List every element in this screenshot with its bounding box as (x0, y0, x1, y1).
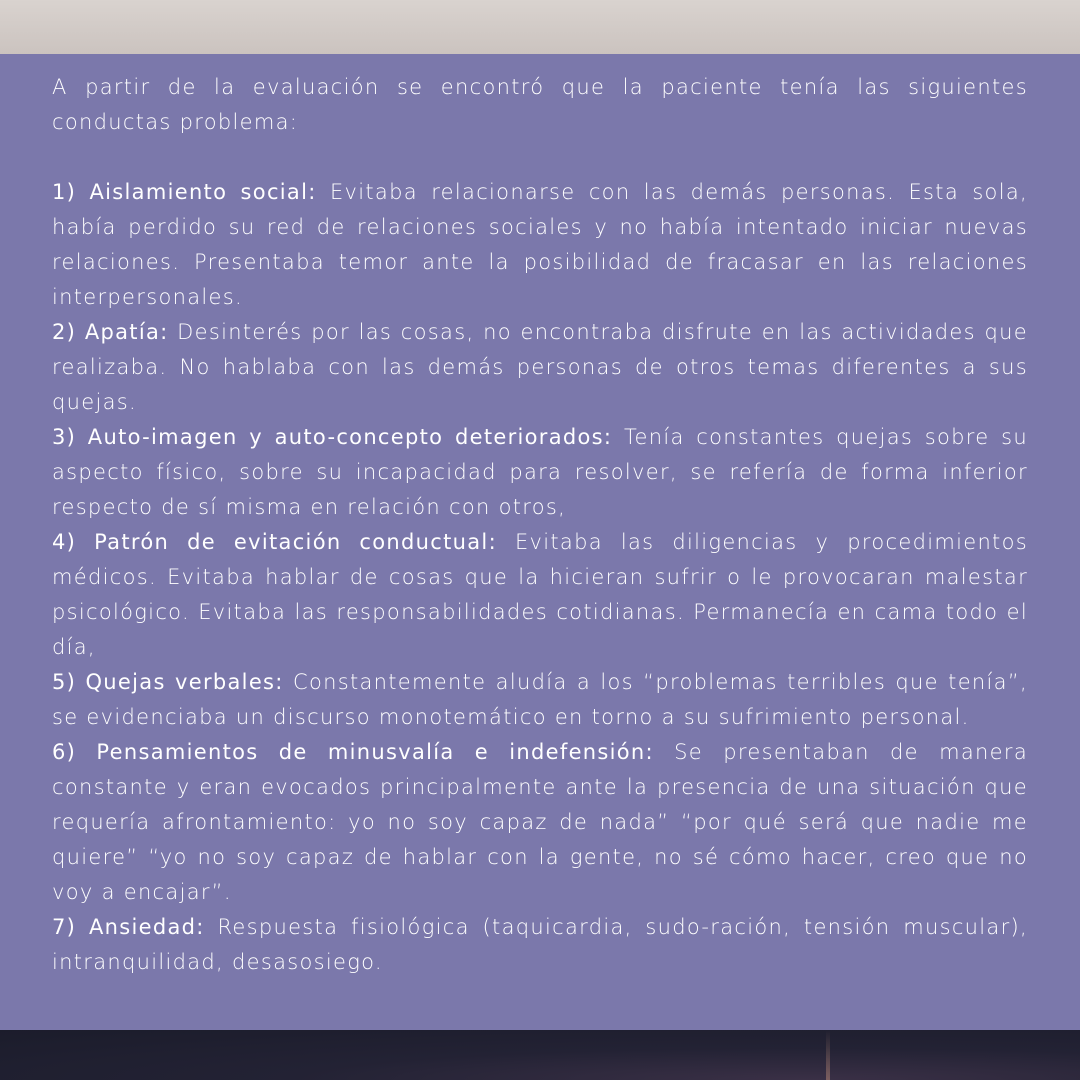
list-item (52, 525, 1028, 665)
item-title: 1) Aislamiento social: (52, 180, 317, 204)
item-text: Constantemente aludía a los “problemas terribles que tenía”, se evidenciaba un discurso monotemático en torno a su sufrimiento personal. (52, 670, 1028, 729)
item-text: Se presentaban de manera constante y eran evocados principalmente ante la presencia de una situación que requería afrontamiento: yo no soy capaz de nada” “por qué será que nadie me quiere” “yo no soy capaz de hablar con la gente, no sé cómo hacer, creo que no voy a encajar”. (52, 740, 1028, 904)
item-text: Evitaba relacionarse con las demás personas. Esta sola, había perdido su red de relaciones sociales y no había intentado iniciar nuevas relaciones. Presentaba temor ante la posibilidad de fracasar en las relaciones interpersonales. (52, 180, 1028, 309)
item-title: 3) Auto-imagen y auto-concepto deteriorados: (52, 425, 613, 449)
content-panel (0, 54, 1080, 1030)
text-block (52, 70, 1028, 980)
item-text: Desinterés por las cosas, no encontraba disfrute en las actividades que realizaba. No hablaba con las demás personas de otros temas diferentes a sus quejas. (52, 320, 1028, 414)
item-text: Tenía constantes quejas sobre su aspecto físico, sobre su incapacidad para resolver, se refería de forma inferior respecto de sí misma en relación con otros, (52, 425, 1028, 519)
item-text: Evitaba las diligencias y procedimientos médicos. Evitaba hablar de cosas que la hicieran sufrir o le provocaran malestar psicológico. Evitaba las responsabilidades cotidianas. Permanecía en cama todo el día, (52, 530, 1028, 659)
list-item (52, 665, 1028, 735)
background-light-streak (826, 1030, 830, 1080)
item-title: 7) Ansiedad: (52, 915, 205, 939)
list-item (52, 175, 1028, 315)
item-title: 2) Apatía: (52, 320, 169, 344)
item-title: 5) Quejas verbales: (52, 670, 284, 694)
intro-paragraph: A partir de la evaluación se encontró que la paciente tenía las siguientes conductas problema: (52, 75, 1028, 134)
bottom-background-band (0, 1030, 1080, 1080)
list-item (52, 420, 1028, 525)
item-text: Respuesta fisiológica (taquicardia, sudo-ración, tensión muscular), intranquilidad, desasosiego. (52, 915, 1028, 974)
top-background-band (0, 0, 1080, 54)
list-item (52, 910, 1028, 980)
list-item (52, 315, 1028, 420)
item-title: 6) Pensamientos de minusvalía e indefensión: (52, 740, 654, 764)
item-title: 4) Patrón de evitación conductual: (52, 530, 497, 554)
list-item (52, 735, 1028, 910)
